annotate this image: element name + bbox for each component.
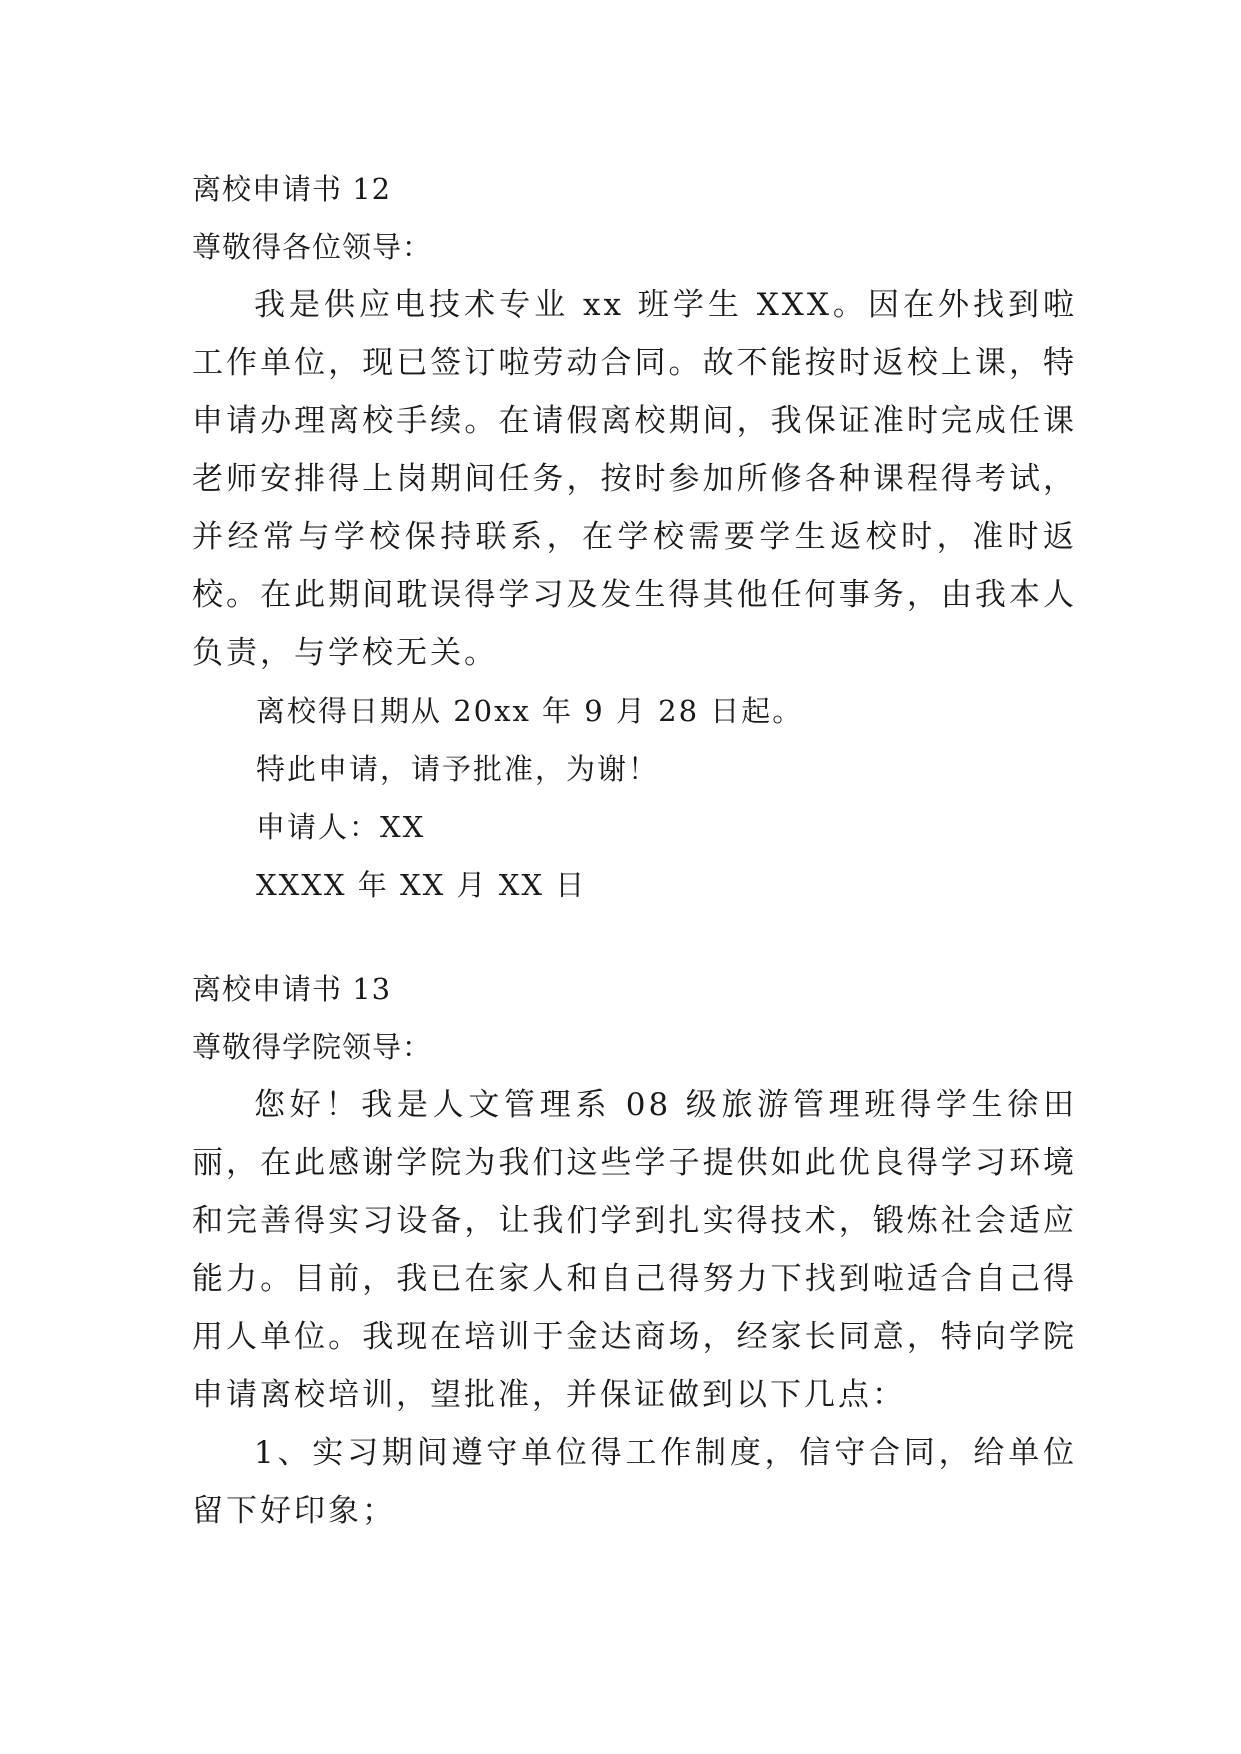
letter-body: 您好！我是人文管理系 08 级旅游管理班得学生徐田丽，在此感谢学院为我们这些学子提供如此优良得学习环境和完善得实习设备，让我们学到扎实得技术，锻炼社会适应能力。目前，我已在家人和自己得努力下找到啦适合自己得用人单位。我现在培训于金达商场，经家长同意，特向学院申请离校培训，望批准，并保证做到以下几点： [192,1087,1077,1413]
application-letter-13 [192,960,1077,1540]
letter-salutation: 尊敬得各位领导： [192,230,433,264]
commitment-point-1: 1、实习期间遵守单位得工作制度，信守合同，给单位留下好印象； [192,1435,1077,1529]
signed-date-line: XXXX 年 XX 月 XX 日 [256,868,587,902]
letter-body: 我是供应电技术专业 xx 班学生 XXX。因在外找到啦工作单位，现已签订啦劳动合同。故不能按时返校上课，特申请办理离校手续。在请假离校期间，我保证准时完成任课老师安排得上岗期间任务，按时参加所修各种课程得考试，并经常与学校保持联系，在学校需要学生返校时，准时返校。在此期间耽误得学习及发生得其他任何事务，由我本人负责，与学校无关。 [192,287,1077,671]
applicant-line: 申请人：XX [256,810,426,844]
application-letter-12 [192,160,1077,914]
closing-line: 特此申请，请予批准，为谢！ [256,752,660,786]
document-content [192,160,1077,1540]
letter-title: 离校申请书 13 [192,972,392,1006]
letter-title: 离校申请书 12 [192,172,392,206]
letter-salutation: 尊敬得学院领导： [192,1030,433,1064]
leave-date-line: 离校得日期从 20xx 年 9 月 28 日起。 [256,694,804,728]
